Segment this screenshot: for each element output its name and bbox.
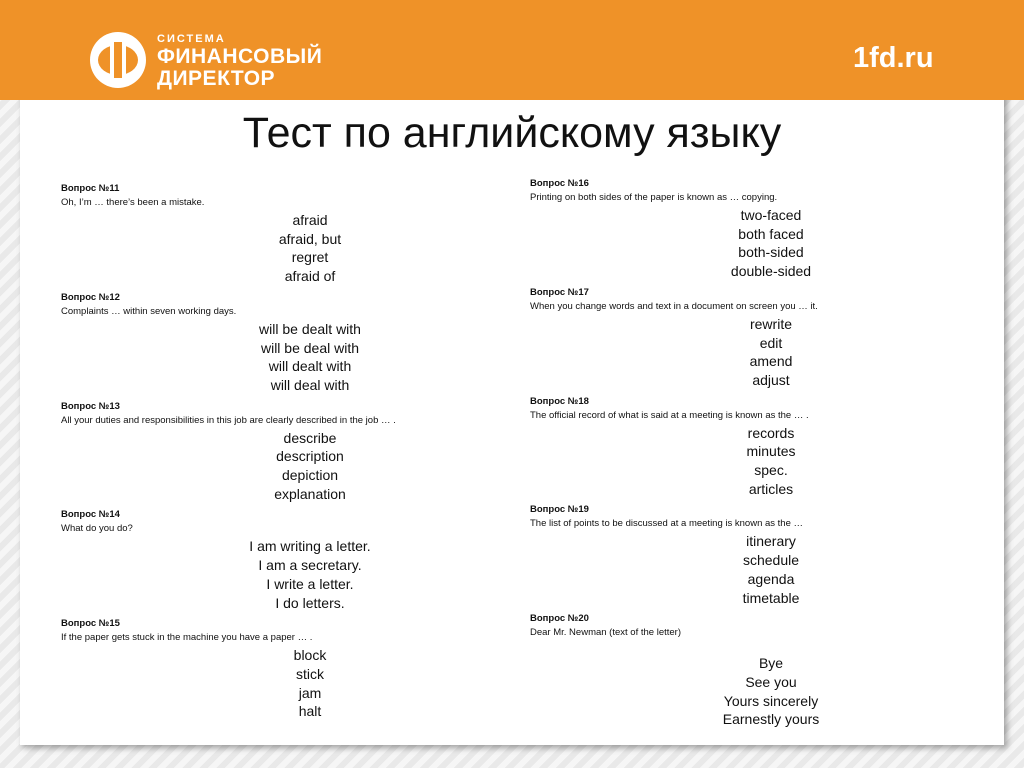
answer-option[interactable]: rewrite <box>749 315 792 332</box>
answer-option[interactable]: will dealt with <box>268 358 352 375</box>
question-text: Printing on both sides of the paper is known as … copying. <box>530 192 778 203</box>
question-label: Вопрос №12 <box>61 291 120 303</box>
answer-option[interactable]: afraid <box>292 212 328 228</box>
page-title: Тест по английскому языку <box>242 109 782 157</box>
answer-list <box>530 315 1012 390</box>
answer-option[interactable]: will be dealt with <box>259 320 361 337</box>
answer-option[interactable]: minutes <box>746 443 796 460</box>
question-block <box>61 291 531 395</box>
answer-option[interactable]: adjust <box>752 371 790 388</box>
logo-line-3: ДИРЕКТОР <box>157 67 276 90</box>
answer-option[interactable]: records <box>747 424 795 441</box>
question-block <box>530 286 1000 390</box>
answer-option[interactable]: explanation <box>274 485 346 502</box>
question-block <box>61 508 531 612</box>
logo-line-1: СИСТЕМА <box>157 33 226 45</box>
answer-option[interactable]: Earnestly yours <box>722 711 820 728</box>
answer-option[interactable]: schedule <box>742 552 800 569</box>
answer-option[interactable]: amend <box>749 353 793 370</box>
answer-list <box>530 532 1012 607</box>
answer-list <box>530 206 1012 281</box>
answer-list <box>61 429 559 504</box>
answer-option[interactable]: afraid, but <box>278 230 342 247</box>
question-block <box>530 177 1000 281</box>
answer-list <box>61 646 559 721</box>
answer-option[interactable]: block <box>293 647 327 664</box>
answer-option[interactable]: I am writing a letter. <box>249 538 371 555</box>
question-label: Вопрос №13 <box>61 400 120 412</box>
answer-option[interactable]: will be deal with <box>260 339 360 356</box>
answer-option[interactable]: double-sided <box>730 263 812 280</box>
question-text: Dear Mr. Newman (text of the letter) <box>530 627 681 639</box>
question-label: Вопрос №18 <box>530 395 589 407</box>
answer-option[interactable]: spec. <box>754 462 788 479</box>
answer-option[interactable]: See you <box>745 673 797 690</box>
question-block <box>530 395 1000 499</box>
question-text: The list of points to be discussed at a meeting is known as the … <box>530 518 804 530</box>
answer-list <box>61 211 559 286</box>
question-label: Вопрос №15 <box>61 618 120 630</box>
question-text: If the paper gets stuck in the machine you have a paper … . <box>61 632 313 644</box>
question-text: Oh, I’m … there’s been a mistake. <box>61 197 205 208</box>
answer-option[interactable]: stick <box>296 665 324 682</box>
question-text: What do you do? <box>61 523 133 535</box>
header-bar <box>0 0 1024 100</box>
logo-icon <box>88 30 148 90</box>
answer-option[interactable]: afraid of <box>284 268 336 285</box>
left-question-column <box>61 182 531 726</box>
question-block <box>61 182 531 286</box>
answer-option[interactable]: agenda <box>747 570 795 587</box>
question-text: All your duties and responsibilities in this job are clearly described in the job … . <box>61 414 396 426</box>
question-block <box>61 400 531 504</box>
question-label: Вопрос №17 <box>530 286 589 298</box>
answer-list <box>530 654 1012 729</box>
answer-option[interactable]: jam <box>298 684 322 701</box>
right-question-column <box>530 177 1000 734</box>
answer-option[interactable]: both faced <box>738 225 804 242</box>
question-text: Complaints … within seven working days. <box>61 305 237 317</box>
answer-option[interactable]: regret <box>291 249 329 266</box>
answer-option[interactable]: timetable <box>742 589 800 606</box>
answer-option[interactable]: depiction <box>281 467 339 484</box>
question-block <box>61 617 531 721</box>
question-block <box>530 503 1000 607</box>
question-block <box>530 612 1000 729</box>
answer-option[interactable]: I am a secretary. <box>258 557 362 574</box>
question-text: The official record of what is said at a meeting is known as the … . <box>530 409 809 421</box>
answer-list <box>530 424 1012 499</box>
answer-option[interactable]: Bye <box>758 655 784 672</box>
answer-option[interactable]: description <box>276 448 344 465</box>
answer-option[interactable]: two-faced <box>740 207 802 223</box>
answer-option[interactable]: Yours sincerely <box>723 692 819 709</box>
question-text: When you change words and text in a document on screen you … it. <box>530 300 818 312</box>
answer-option[interactable]: I write a letter. <box>266 575 354 592</box>
logo-text <box>157 34 322 89</box>
answer-option[interactable]: I do letters. <box>275 594 345 611</box>
answer-option[interactable]: articles <box>748 480 794 497</box>
question-label: Вопрос №19 <box>530 504 589 516</box>
answer-option[interactable]: both-sided <box>738 244 804 261</box>
site-url: 1fd.ru <box>853 42 934 74</box>
question-label: Вопрос №20 <box>530 613 589 625</box>
question-label: Вопрос №14 <box>61 509 120 521</box>
answer-option[interactable]: itinerary <box>746 533 796 550</box>
question-label: Вопрос №16 <box>530 178 589 189</box>
answer-option[interactable]: describe <box>283 429 337 446</box>
question-label: Вопрос №11 <box>61 183 120 194</box>
answer-option[interactable]: halt <box>298 703 322 720</box>
answer-list <box>61 537 559 612</box>
answer-option[interactable]: edit <box>759 334 783 351</box>
answer-option[interactable]: will deal with <box>270 376 350 393</box>
answer-list <box>61 320 559 395</box>
logo-line-2: ФИНАНСОВЫЙ <box>157 45 323 68</box>
